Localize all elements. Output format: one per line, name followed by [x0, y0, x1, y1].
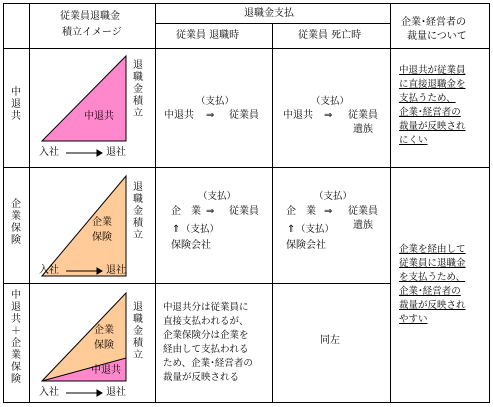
row-1-label-char: 退 — [11, 99, 21, 110]
chart-row-3-lower: 中退共 — [91, 365, 121, 376]
mgmt-shared-line: 従業員に退職金 — [399, 258, 466, 269]
r1-retire-to: 従業員 — [229, 110, 259, 121]
chart-row-1 — [42, 56, 126, 141]
header-col1-line2: 積立イメージ — [62, 27, 122, 38]
mgmt-shared-line: やすい — [399, 314, 428, 325]
r2-death-paid: （支払） — [314, 191, 353, 202]
mgmt-row-1-line: 中退共が従業員 — [399, 65, 466, 76]
r2-retire-insurer: 保険会社 — [171, 240, 211, 251]
r2-retire-from: 企 業 — [171, 206, 201, 217]
row-3-label-char: 業 — [11, 350, 21, 361]
axis-label-char: 退 — [133, 60, 143, 71]
chart-row-1-x-start: 入社 — [39, 147, 59, 158]
mgmt-row-1 — [399, 64, 466, 148]
r2-death-from: 企 業 — [286, 206, 316, 217]
r1-death-to: 従業員 — [348, 110, 378, 121]
row-3-label-char: 退 — [11, 302, 21, 313]
axis-label-char: 立 — [133, 230, 143, 241]
r2-retire-paid: （支払） — [198, 191, 237, 202]
axis-label-char: 金 — [133, 326, 143, 337]
mgmt-row-1-line: にくい — [399, 135, 428, 146]
axis-label-char: 立 — [133, 108, 143, 119]
axis-label-char: 退 — [133, 302, 143, 313]
r2-death-up: ⇑ — [287, 224, 296, 235]
row-2-label-char: 保 — [11, 223, 21, 234]
mgmt-shared-line: 企業を経由して — [399, 244, 466, 255]
chart-row-2-fill-label-2: 保険 — [92, 232, 112, 243]
axis-label-char: 立 — [133, 350, 143, 361]
chart-row-2-x-end: 退社 — [106, 265, 126, 276]
r2-death-arrow: ⇒ — [324, 206, 333, 217]
axis-label-char: 金 — [133, 84, 143, 95]
r3-retire-line: 経由して支払われる — [163, 344, 249, 355]
header-mgmt-line2: 裁量について — [407, 31, 467, 42]
row-3-label-char: 企 — [11, 338, 21, 349]
r1-death-arrow: ⇒ — [324, 110, 333, 121]
axis-label-char: 積 — [133, 96, 143, 107]
r3-retire-line: 裁量が反映される — [163, 372, 240, 383]
row-1-label-char: 共 — [11, 111, 21, 122]
row-2-label — [9, 199, 23, 247]
chart-row-3-axis-label — [131, 302, 145, 362]
chart-row-3-x-start: 入社 — [39, 387, 59, 398]
header-payout-retire: 従業員 退職時 — [176, 30, 240, 41]
mgmt-shared-line: を支払うため、 — [399, 272, 466, 283]
chart-row-3-upper-2: 保険 — [94, 340, 114, 351]
r1-death-to2: 遺族 — [353, 124, 373, 135]
r2-retire-up: ⇑ — [172, 224, 181, 235]
row-2-label-char: 業 — [11, 211, 21, 222]
r3-retire-line: 中退共分は従業員に — [163, 302, 249, 313]
r2-death-paid2: （支払） — [296, 224, 335, 235]
header-payout-title: 退職金支払 — [244, 8, 294, 19]
mgmt-row-1-line: 支払うため、 — [399, 93, 456, 104]
row-3-label-char: 険 — [11, 374, 21, 385]
row-3-label-char: 中 — [11, 290, 21, 301]
chart-row-1-axis-label — [131, 60, 145, 120]
row-3-label-char: 共 — [11, 314, 21, 325]
axis-label-char: 積 — [133, 338, 143, 349]
r2-death-to: 従業員 — [348, 206, 378, 217]
chart-row-1-fill-label: 中退共 — [84, 111, 114, 122]
r3-retire-line: ため、企業･経営者の — [163, 358, 253, 369]
mgmt-shared-line: 裁量が反映され — [399, 300, 466, 311]
axis-label-char: 金 — [133, 206, 143, 217]
row-3-label-char: ＋ — [11, 326, 21, 337]
axis-label-char: 職 — [133, 314, 143, 325]
row-3-label-char: 保 — [11, 362, 21, 373]
r3-retire-line: 直接支払われるが、 — [163, 316, 249, 327]
r1-death-paid: （支払） — [311, 96, 350, 107]
r1-retire-arrow: ⇒ — [206, 110, 215, 121]
r3-death-text: 同左 — [320, 335, 340, 346]
r1-retire-paid: （支払） — [196, 96, 235, 107]
r3-retire-text — [163, 301, 253, 385]
row-2-label-char: 企 — [11, 199, 21, 210]
axis-label-char: 積 — [133, 218, 143, 229]
mgmt-row-1-line: 企業･経営者の — [399, 107, 461, 118]
mgmt-row-1-line: 裁量が反映され — [399, 121, 466, 132]
r2-death-insurer: 保険会社 — [286, 240, 326, 251]
mgmt-shared-line: 企業･経営者の — [399, 286, 461, 297]
header-mgmt-line1: 企業･経営者の — [401, 17, 466, 28]
r2-retire-paid2: （支払） — [181, 224, 220, 235]
header-col1-line1: 従業員退職金 — [60, 11, 120, 22]
chart-row-2 — [42, 176, 126, 276]
r2-retire-to: 従業員 — [229, 206, 259, 217]
row-1-label — [9, 87, 23, 123]
mgmt-shared — [399, 243, 466, 327]
chart-row-2-x-start: 入社 — [39, 265, 59, 276]
r2-retire-arrow: ⇒ — [206, 206, 215, 217]
chart-row-1-x-end: 退社 — [106, 147, 126, 158]
axis-label-char: 職 — [133, 194, 143, 205]
axis-label-char: 職 — [133, 72, 143, 83]
r3-retire-line: 企業保険分は企業を — [163, 330, 249, 341]
chart-row-3-upper-1: 企業 — [94, 325, 114, 336]
axis-label-char: 退 — [133, 182, 143, 193]
chart-row-2-fill-label-1: 企業 — [92, 217, 112, 228]
r2-death-to2: 遺族 — [353, 220, 373, 231]
mgmt-row-1-line: に直接退職金を — [399, 79, 466, 90]
row-2-label-char: 険 — [11, 235, 21, 246]
chart-row-2-axis-label — [131, 182, 145, 242]
header-payout-death: 従業員 死亡時 — [298, 30, 362, 41]
chart-row-3-x-end: 退社 — [106, 387, 126, 398]
r1-death-from: 中退共 — [283, 110, 313, 121]
row-3-label — [9, 290, 23, 386]
r1-retire-from: 中退共 — [164, 110, 194, 121]
row-1-label-char: 中 — [11, 87, 21, 98]
